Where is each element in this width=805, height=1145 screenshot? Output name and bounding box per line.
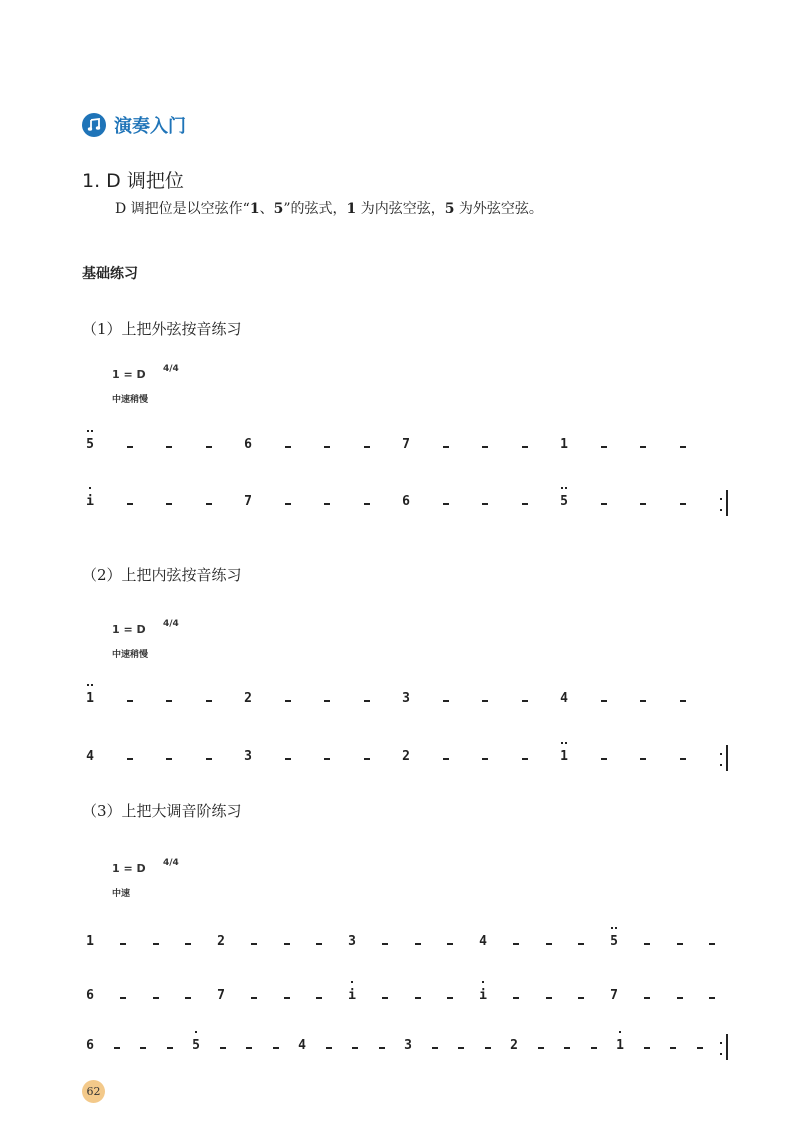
exercise-2-tempo: 中速稍慢 (112, 650, 149, 660)
hold-dash (522, 758, 528, 760)
hold-dash (677, 997, 683, 999)
hold-dash (709, 943, 715, 945)
hold-dash (482, 446, 488, 448)
hold-dash (447, 943, 453, 945)
repeat-end-barline (726, 745, 728, 771)
hold-dash (324, 503, 330, 505)
hold-dash (167, 1047, 173, 1049)
hold-dash (284, 943, 290, 945)
hold-dash (482, 700, 488, 702)
hold-dash (697, 1047, 703, 1049)
hold-dash (273, 1047, 279, 1049)
octave-dot (565, 742, 567, 744)
hold-dash (591, 1047, 597, 1049)
hold-dash (482, 758, 488, 760)
hold-dash (364, 446, 370, 448)
exercise-3-title: （3）上把大调音阶练习 (82, 802, 242, 820)
hold-dash (166, 700, 172, 702)
hold-dash (127, 446, 133, 448)
note: 5 (560, 494, 568, 509)
hold-dash (285, 758, 291, 760)
hold-dash (601, 503, 607, 505)
hold-dash (432, 1047, 438, 1049)
hold-dash (482, 503, 488, 505)
note: 6 (86, 1038, 94, 1053)
hold-dash (364, 758, 370, 760)
octave-dot (87, 684, 89, 686)
hold-dash (546, 943, 552, 945)
hold-dash (564, 1047, 570, 1049)
note: 5 (610, 934, 618, 949)
note: 1 (86, 934, 94, 949)
hold-dash (644, 943, 650, 945)
hold-dash (601, 446, 607, 448)
octave-dot (482, 981, 484, 983)
repeat-end-barline (726, 490, 728, 516)
hold-dash (206, 700, 212, 702)
note: 6 (402, 494, 410, 509)
hold-dash (364, 700, 370, 702)
note: 7 (244, 494, 252, 509)
hold-dash (680, 700, 686, 702)
hold-dash (166, 758, 172, 760)
hold-dash (443, 503, 449, 505)
hold-dash (127, 700, 133, 702)
hold-dash (447, 997, 453, 999)
hold-dash (220, 1047, 226, 1049)
hold-dash (316, 997, 322, 999)
note: 1 (560, 749, 568, 764)
hold-dash (640, 758, 646, 760)
hold-dash (670, 1047, 676, 1049)
section-title: 1. D 调把位 (82, 170, 184, 192)
note: 5 (192, 1038, 200, 1053)
note: 7 (610, 988, 618, 1003)
hold-dash (644, 997, 650, 999)
hold-dash (546, 997, 552, 999)
hold-dash (578, 943, 584, 945)
octave-dot (87, 430, 89, 432)
practice-subtitle: 基础练习 (82, 266, 138, 282)
hold-dash (601, 758, 607, 760)
heading-text: 演奏入门 (114, 116, 186, 137)
hold-dash (382, 943, 388, 945)
hold-dash (285, 446, 291, 448)
octave-dot (619, 1031, 621, 1033)
note: 2 (402, 749, 410, 764)
repeat-dot (720, 764, 722, 766)
note: 4 (560, 691, 568, 706)
hold-dash (206, 758, 212, 760)
hold-dash (640, 700, 646, 702)
hold-dash (120, 997, 126, 999)
hold-dash (513, 943, 519, 945)
hold-dash (443, 700, 449, 702)
exercise-3-tempo: 中速 (112, 889, 131, 899)
hold-dash (677, 943, 683, 945)
repeat-dot (720, 753, 722, 755)
note: 6 (86, 988, 94, 1003)
hold-dash (285, 503, 291, 505)
note: 3 (244, 749, 252, 764)
hold-dash (538, 1047, 544, 1049)
hold-dash (364, 503, 370, 505)
exercise-3-time: 4/4 (163, 858, 179, 868)
octave-dot (565, 487, 567, 489)
hold-dash (324, 758, 330, 760)
note: 2 (244, 691, 252, 706)
octave-dot (91, 430, 93, 432)
hold-dash (640, 503, 646, 505)
repeat-end-barline (726, 1034, 728, 1060)
music-note-icon (82, 113, 106, 137)
octave-dot (195, 1031, 197, 1033)
note: 4 (298, 1038, 306, 1053)
hold-dash (522, 503, 528, 505)
octave-dot (615, 927, 617, 929)
hold-dash (316, 943, 322, 945)
note: i (348, 988, 356, 1003)
repeat-dot (720, 1042, 722, 1044)
page-number: 62 (82, 1080, 105, 1103)
hold-dash (326, 1047, 332, 1049)
hold-dash (206, 446, 212, 448)
hold-dash (166, 503, 172, 505)
hold-dash (382, 997, 388, 999)
hold-dash (120, 943, 126, 945)
exercise-2-time: 4/4 (163, 619, 179, 629)
note: 4 (86, 749, 94, 764)
exercise-1-key: 1 = D (112, 368, 146, 381)
hold-dash (458, 1047, 464, 1049)
section-heading (82, 112, 186, 138)
exercise-3-key: 1 = D (112, 862, 146, 875)
hold-dash (185, 997, 191, 999)
exercise-2-key: 1 = D (112, 623, 146, 636)
octave-dot (351, 981, 353, 983)
hold-dash (443, 758, 449, 760)
note: 3 (348, 934, 356, 949)
hold-dash (251, 943, 257, 945)
note: 5 (86, 437, 94, 452)
repeat-dot (720, 498, 722, 500)
octave-dot (561, 487, 563, 489)
note: 1 (616, 1038, 624, 1053)
hold-dash (324, 446, 330, 448)
repeat-dot (720, 509, 722, 511)
hold-dash (285, 700, 291, 702)
hold-dash (522, 446, 528, 448)
hold-dash (415, 943, 421, 945)
note: 2 (510, 1038, 518, 1053)
hold-dash (485, 1047, 491, 1049)
hold-dash (185, 943, 191, 945)
hold-dash (640, 446, 646, 448)
hold-dash (206, 503, 212, 505)
hold-dash (324, 700, 330, 702)
hold-dash (352, 1047, 358, 1049)
hold-dash (114, 1047, 120, 1049)
exercise-1-time: 4/4 (163, 364, 179, 374)
hold-dash (644, 1047, 650, 1049)
hold-dash (443, 446, 449, 448)
hold-dash (153, 943, 159, 945)
note: i (479, 988, 487, 1003)
octave-dot (91, 684, 93, 686)
hold-dash (522, 700, 528, 702)
exercise-2-title: （2）上把内弦按音练习 (82, 566, 242, 584)
hold-dash (415, 997, 421, 999)
hold-dash (153, 997, 159, 999)
repeat-dot (720, 1053, 722, 1055)
hold-dash (513, 997, 519, 999)
note: i (86, 494, 94, 509)
note: 1 (86, 691, 94, 706)
note: 3 (404, 1038, 412, 1053)
hold-dash (251, 997, 257, 999)
hold-dash (140, 1047, 146, 1049)
hold-dash (578, 997, 584, 999)
hold-dash (709, 997, 715, 999)
exercise-1-tempo: 中速稍慢 (112, 395, 149, 405)
hold-dash (379, 1047, 385, 1049)
note: 7 (217, 988, 225, 1003)
note: 4 (479, 934, 487, 949)
hold-dash (680, 503, 686, 505)
note: 2 (217, 934, 225, 949)
octave-dot (561, 742, 563, 744)
hold-dash (166, 446, 172, 448)
exercise-1-title: （1）上把外弦按音练习 (82, 320, 242, 338)
hold-dash (246, 1047, 252, 1049)
octave-dot (89, 487, 91, 489)
hold-dash (680, 758, 686, 760)
hold-dash (127, 758, 133, 760)
hold-dash (284, 997, 290, 999)
section-description: D 调把位是以空弦作“1、5”的弦式，1 为内弦空弦，5 为外弦空弦。 (115, 201, 543, 217)
note: 7 (402, 437, 410, 452)
note: 3 (402, 691, 410, 706)
hold-dash (601, 700, 607, 702)
hold-dash (680, 446, 686, 448)
note: 1 (560, 437, 568, 452)
hold-dash (127, 503, 133, 505)
octave-dot (611, 927, 613, 929)
note: 6 (244, 437, 252, 452)
